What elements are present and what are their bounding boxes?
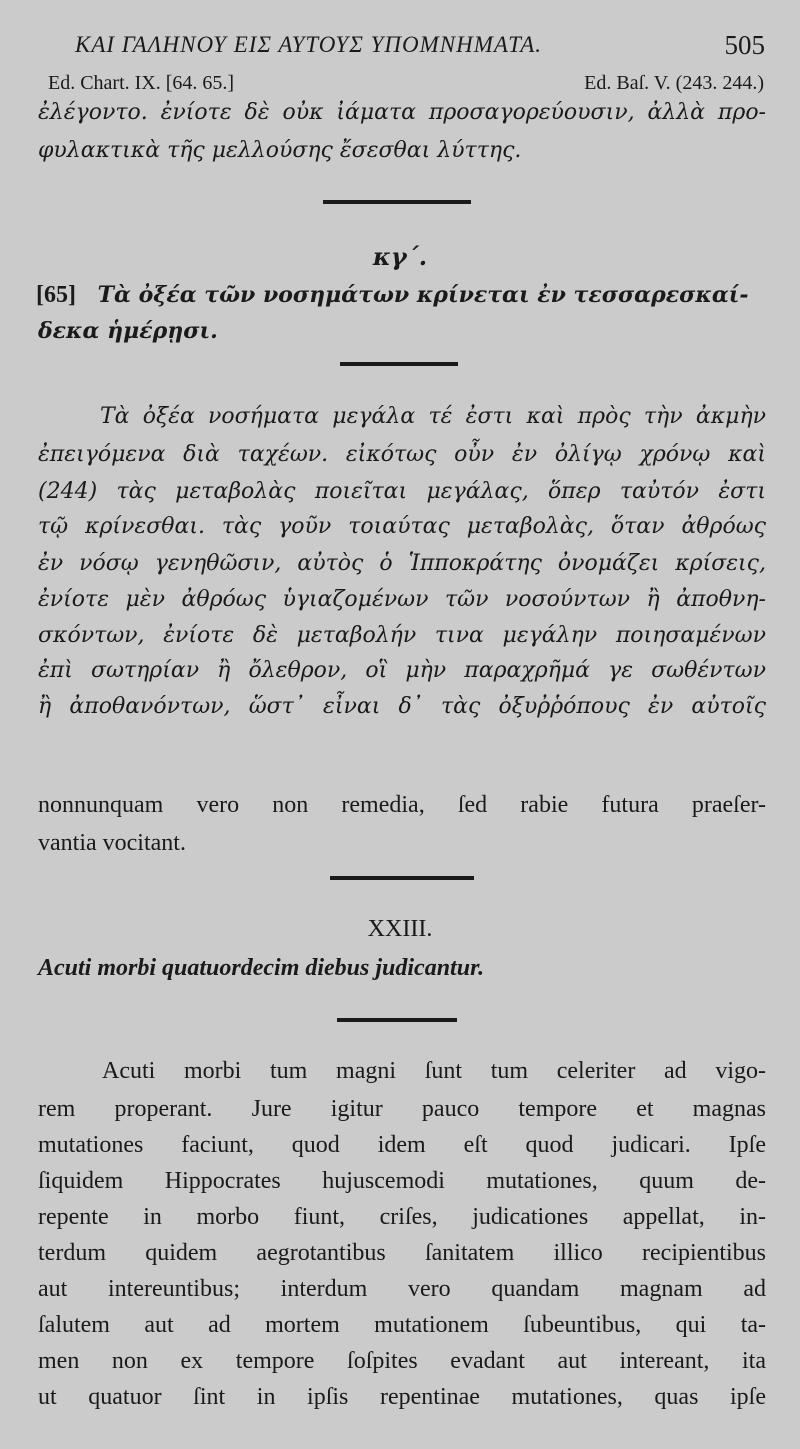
latin-commentary-line: men non ex tempore ſoſpites evadant aut intereant, ita [38, 1348, 766, 1374]
page-header [75, 30, 765, 64]
greek-commentary-line: Τὰ ὀξέα νοσήματα μεγάλα τέ ἐστι καὶ πρὸς τὴν ἀκμὴν [100, 404, 766, 429]
latin-commentary-line: rem properant. Jure igitur pauco tempore et magnas [38, 1096, 766, 1122]
latin-continuation-line: vantia vocitant. [38, 830, 186, 856]
greek-commentary-line: (244) τὰς μεταβολὰς ποιεῖται μεγάλας, ὅπερ ταὐτόν ἐστι [38, 479, 766, 504]
latin-commentary-line: aut intereuntibus; interdum vero quandam magnam ad [38, 1276, 766, 1302]
aphorism-marker: [65] [36, 282, 76, 308]
latin-commentary-line: ut quatuor ſint in ipſis repentinae mutationes, quas ipſe [38, 1384, 766, 1410]
greek-commentary-line: τῷ κρίνεσθαι. τὰς γοῦν τοιαύτας μεταβολὰς, ὅταν ἀθρόως [38, 514, 766, 539]
running-title: ΚΑΙ ΓΑΛΗΝΟΥ ΕΙΣ ΑΥΤΟΥΣ ΥΠΟΜΝΗΜΑΤΑ. [75, 32, 542, 57]
latin-aphorism: Acuti morbi quatuordecim diebus judicantur. [38, 955, 485, 981]
latin-commentary-line: Acuti morbi tum magni ſunt tum celeriter ad vigo- [102, 1058, 766, 1084]
latin-commentary-line: mutationes faciunt, quod idem eſt quod judicari. Ipſe [38, 1132, 766, 1158]
greek-aphorism-text: Τὰ ὀξέα τῶν νοσημάτων κρίνεται ἐν τεσσαρεσκαί- [97, 282, 749, 308]
latin-commentary-line: repente in morbo fiunt, criſes, judicationes appellat, in- [38, 1204, 766, 1230]
greek-continuation-line: ἐλέγοντο. ἐνίοτε δὲ οὐκ ἰάματα προσαγορεύουσιν, ἀλλὰ προ- [38, 100, 766, 125]
section-divider [323, 200, 471, 204]
greek-aphorism-line: δεκα ἡμέρῃσι. [38, 318, 218, 344]
greek-commentary-line: ἐνίοτε μὲν ἀθρόως ὑγιαζομένων τῶν νοσούντων ἢ ἀποθνη- [38, 587, 766, 612]
edition-reference-right: Ed. Baſ. V. (243. 244.) [584, 72, 764, 94]
section-divider [337, 1018, 457, 1022]
greek-commentary-line: ἐπειγόμενα διὰ ταχέων. εἰκότως οὖν ἐν ὀλίγῳ χρόνῳ καὶ [38, 442, 766, 467]
greek-section-number: κγ΄. [372, 242, 428, 271]
section-divider [340, 362, 458, 366]
greek-commentary-line: ἢ ἀποθανόντων, ὥστ᾽ εἶναι δ᾽ τὰς ὀξυῤῥόπους ἐν αὐτοῖς [38, 694, 766, 719]
greek-continuation-line: φυλακτικὰ τῆς μελλούσης ἔσεσθαι λύττης. [38, 138, 522, 163]
latin-commentary-line: ſalutem aut ad mortem mutationem ſubeuntibus, qui ta- [38, 1312, 766, 1338]
page-number: 505 [724, 30, 765, 60]
latin-section-number: XXIII. [367, 916, 433, 942]
latin-commentary-line: ſiquidem Hippocrates hujuscemodi mutationes, quum de- [38, 1168, 766, 1194]
latin-continuation-line: nonnunquam vero non remedia, ſed rabie futura praeſer- [38, 792, 766, 818]
greek-commentary-line: ἐπὶ σωτηρίαν ἢ ὄλεθρον, οἳ μὴν παραχρῆμά γε σωθέντων [38, 658, 766, 683]
section-divider [330, 876, 474, 880]
greek-commentary-line: σκόντων, ἐνίοτε δὲ μεταβολήν τινα μεγάλην ποιησαμένων [38, 623, 766, 648]
latin-commentary-line: terdum quidem aegrotantibus ſanitatem illico recipientibus [38, 1240, 766, 1266]
edition-reference-left: Ed. Chart. IX. [64. 65.] [48, 72, 235, 94]
greek-aphorism-line [36, 280, 764, 310]
greek-commentary-line: ἐν νόσῳ γενηθῶσιν, αὐτὸς ὁ Ἱπποκράτης ὀνομάζει κρίσεις, [38, 551, 766, 576]
